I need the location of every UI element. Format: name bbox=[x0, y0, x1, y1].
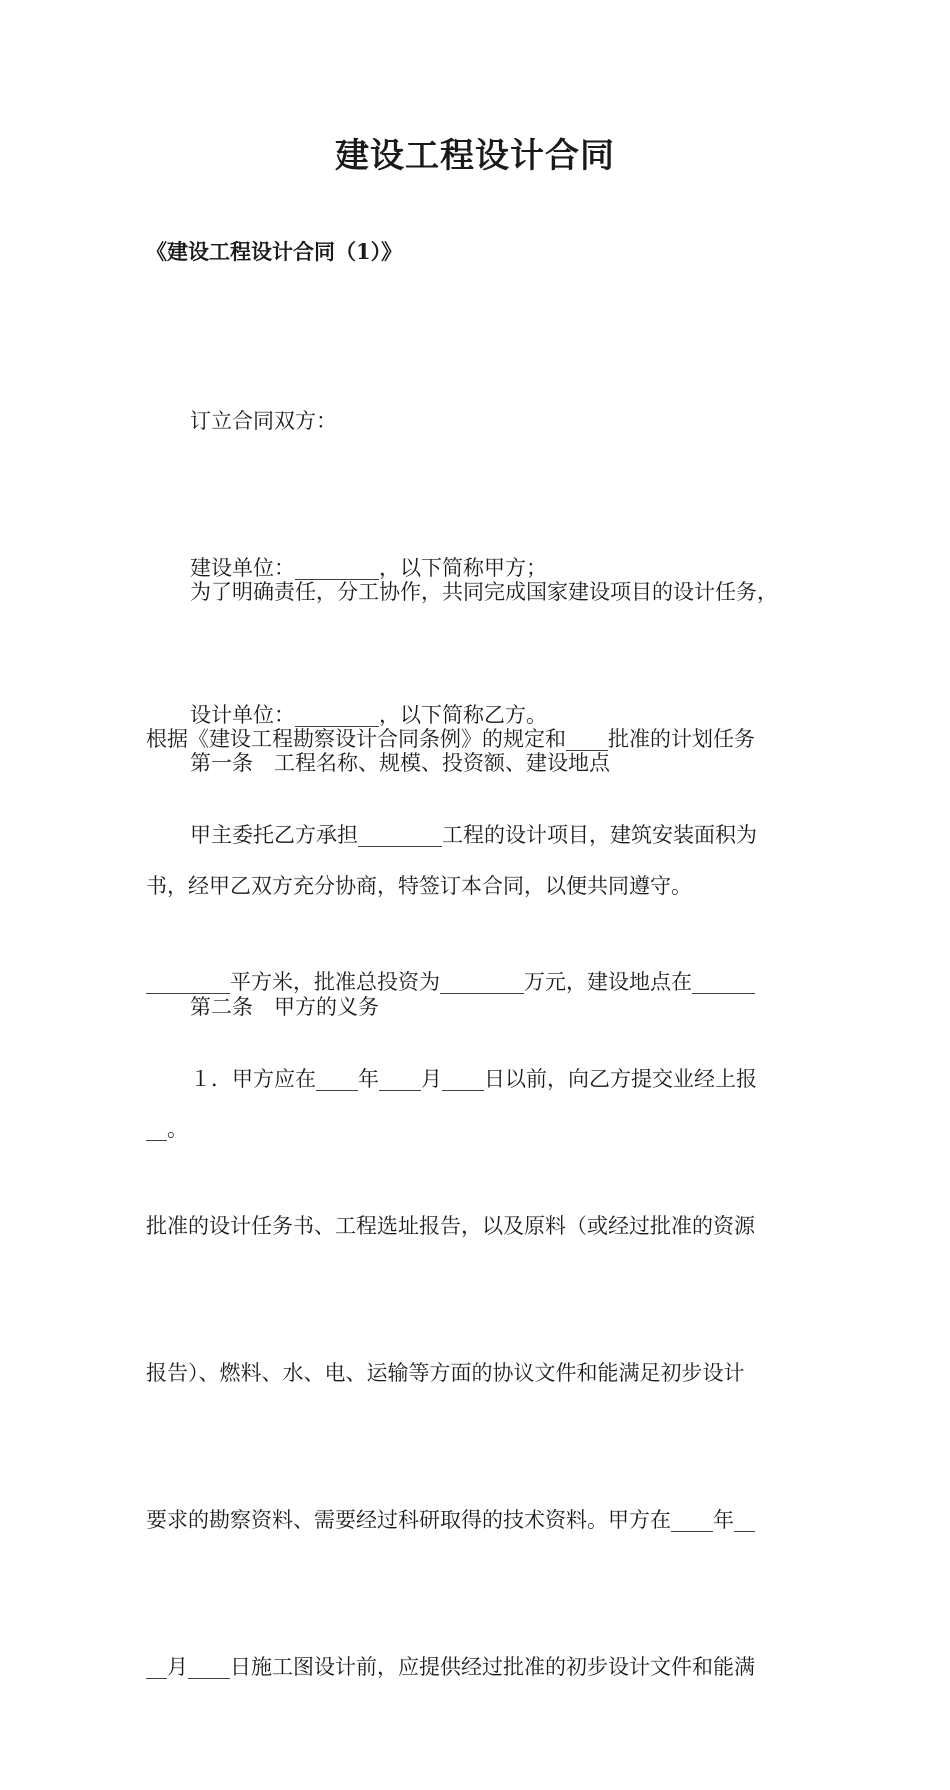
document-subtitle: 《建设工程设计合同（1）》 bbox=[146, 239, 403, 264]
document-title: 建设工程设计合同 bbox=[335, 136, 615, 176]
preamble-line-2: 根据《建设工程勘察设计合同条例》的规定和____批准的计划任务 bbox=[146, 727, 755, 751]
preamble-line-3: 书，经甲乙双方充分协商，特签订本合同，以便共同遵守。 bbox=[146, 874, 692, 898]
article-1-heading: 第一条 工程名称、规模、投资额、建设地点 bbox=[190, 751, 610, 775]
article-2-paragraph bbox=[146, 957, 806, 1790]
article-2-line-2: 批准的设计任务书、工程选址报告，以及原料（或经过批准的资源 bbox=[146, 1214, 755, 1238]
article-1-line-1: 甲主委托乙方承担________工程的设计项目，建筑安装面积为 bbox=[190, 823, 757, 847]
party-builder: 建设单位：________，以下简称甲方； bbox=[190, 556, 547, 580]
party-designer: 设计单位：________，以下简称乙方。 bbox=[190, 703, 547, 727]
article-1-line-2: ________平方米，批准总投资为________万元，建设地点在______ bbox=[146, 970, 755, 994]
article-2-line-1: １．甲方应在____年____月____日以前，向乙方提交业经上报 bbox=[190, 1067, 757, 1091]
article-1-line-3: __。 bbox=[146, 1117, 188, 1141]
preamble-line-1: 为了明确责任，分工协作，共同完成国家建设项目的设计任务， bbox=[190, 580, 778, 604]
parties-intro: 订立合同双方： bbox=[190, 409, 337, 433]
article-2-heading: 第二条 甲方的义务 bbox=[190, 995, 379, 1019]
article-2-line-4: 要求的勘察资料、需要经过科研取得的技术资料。甲方在____年__ bbox=[146, 1508, 755, 1532]
article-2-line-5: __月____日施工图设计前，应提供经过批准的初步设计文件和能满 bbox=[146, 1655, 755, 1679]
article-2-line-3: 报告）、燃料、水、电、运输等方面的协议文件和能满足初步设计 bbox=[146, 1361, 745, 1385]
